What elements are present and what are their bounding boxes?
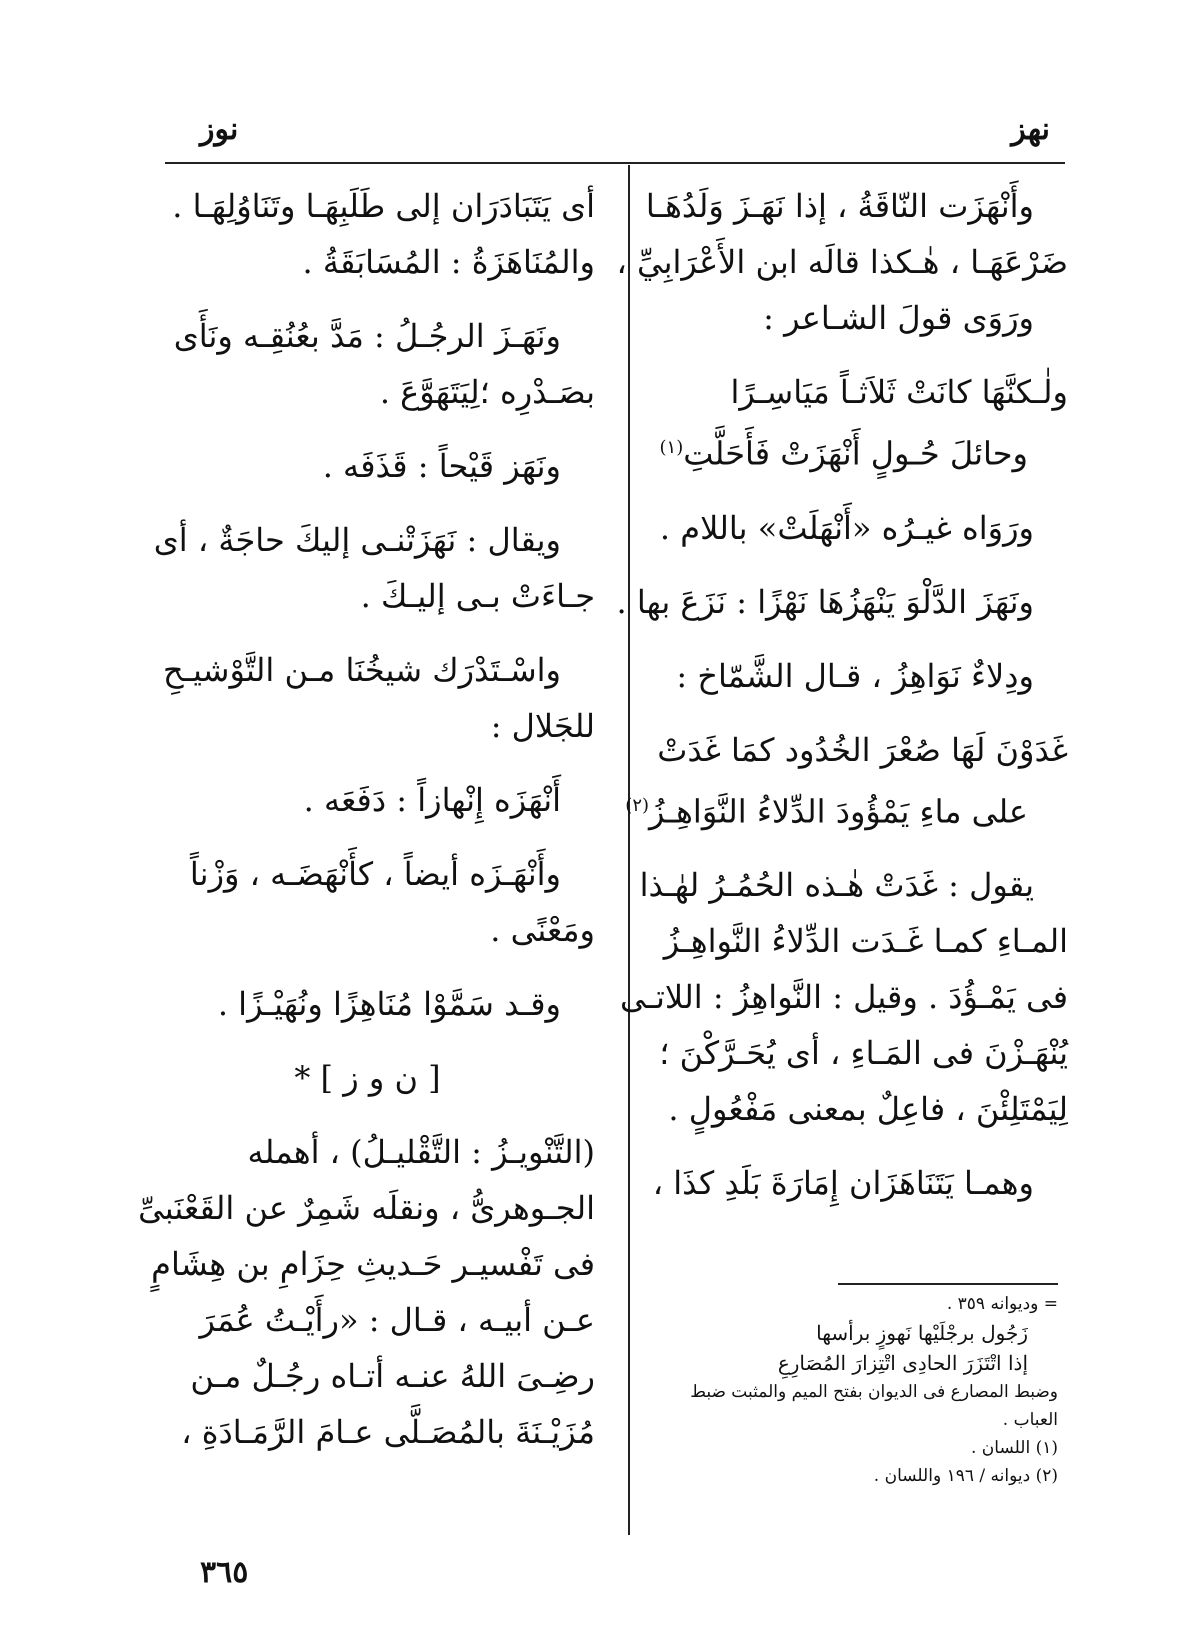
paragraph — [598, 648, 1068, 704]
footnotes — [588, 1290, 1058, 1490]
paragraph — [140, 642, 595, 754]
text-line: وقـد سَمَّوْا مُنَاهِزًا ونُهَيْـزًا . — [217, 985, 561, 1023]
paragraph — [598, 178, 1068, 346]
text-line: يُنْهَـزْنَ فى المَـاءِ ، أى يُحَـرَّكْنَ ؛ — [659, 1034, 1068, 1073]
text-line: ورَوَاه غيـرُه «أَنْهَلَتْ» باللام . — [659, 508, 1034, 547]
paragraph — [140, 308, 595, 420]
page-number: ٣٦٥ — [200, 1555, 249, 1590]
text-line: ودِلاءٌ نَوَاهِزُ ، قـال الشَّمّاخ : — [676, 656, 1034, 695]
text-line: ونَهَزَ الدَّلْوَ يَنْهَزُهَا نَهْزًا : نَزَعَ بها . — [616, 582, 1034, 621]
paragraph — [598, 1155, 1068, 1211]
paragraph — [140, 1124, 595, 1460]
paragraph — [140, 772, 595, 828]
footnote-continuation: = وديوانه ٣٥٩ . — [946, 1294, 1058, 1314]
footnote-1: (١) اللسان . — [971, 1438, 1058, 1458]
text-line: ورَوَى قولَ الشـاعر : — [763, 299, 1034, 337]
text-line: للجَلال : — [490, 707, 595, 745]
text-line: مُزَيْـنَةَ بالمُصَـلَّى عـامَ الرَّمَـادَةِ ، — [181, 1413, 595, 1451]
text-line: فى يَمْـؤُدَ . وقيل : النَّواهِزُ : اللاتـى — [619, 978, 1068, 1017]
text-line: فى تَفْسيـر حَـديثِ حِزَامِ بن هِشَامٍ — [151, 1245, 595, 1283]
footnote-verse-line: زَجُول برجْلَيْها نَهوزٍ برأسها — [816, 1321, 1028, 1345]
text-line: وهمـا يَتَنَاهَزَان إِمَارَةَ بَلَدِ كذَا ، — [652, 1164, 1034, 1203]
paragraph — [140, 846, 595, 958]
paragraph — [140, 438, 595, 494]
text-line: أَنْهَزَه إِنْهازاً : دَفَعَه . — [303, 781, 561, 819]
footnote-marker: (١) — [659, 437, 684, 458]
verse — [598, 364, 1068, 482]
text-line: والمُنَاهَزَةُ : المُسَابَقَةُ . — [302, 243, 595, 281]
verse-text: وحائلَ حُـولٍ أَنْهَزَتْ فَأَحَلَّتِ — [683, 434, 1028, 473]
paragraph — [598, 500, 1068, 556]
text-line: (التَّنْويـزُ : التَّقْليـلُ) ، أهمله — [247, 1133, 595, 1171]
text-line: ونَهَز قَيْحاً : قَذَفَه . — [322, 447, 561, 485]
footnote-rule — [838, 1283, 1058, 1285]
verse-line — [598, 778, 1068, 840]
text-line: يقول : غَدَتْ هٰـذه الحُمُـرُ لهٰـذا — [639, 866, 1034, 905]
section-heading: [ ن و ز ] * — [294, 1059, 441, 1097]
text-line: واسْـتَدْرَك شيخُنَا مـن التَّوْشيـحِ — [162, 651, 561, 689]
right-column — [598, 178, 1068, 1229]
header-word-right: نهز — [1011, 112, 1050, 147]
header-word-left: نوز — [200, 112, 239, 147]
text-line: ومَعْنًى . — [490, 911, 595, 949]
verse-text: على ماءِ يَمْؤُودَ الدِّلاءُ النَّوَاهِـزُ — [649, 792, 1028, 831]
footnote-note: وضبط المصارع فى الديوان بفتح الميم والمثبت ضبط — [690, 1382, 1058, 1402]
text-line: الجـوهرىُّ ، ونقلَه شَمِرٌ عن القَعْنَبىِّ — [138, 1189, 595, 1227]
text-line: رضِـىَ اللهُ عنـه أتـاه رجُـلٌ مـن — [190, 1357, 595, 1395]
footnote-marker: (٢) — [625, 794, 650, 816]
text-line: ونَهَـزَ الرجُـلُ : مَدَّ بعُنُقِـه ونَأَى — [173, 317, 561, 355]
footnote-note: العباب . — [1002, 1410, 1058, 1430]
left-column — [140, 178, 595, 1478]
text-line: ويقال : نَهَزَتْنـى إليكَ حاجَةٌ ، أى — [153, 521, 561, 559]
text-line: وأَنْهَـزَه أيضاً ، كأَنْهَضَـه ، وَزْناً — [189, 855, 561, 893]
paragraph — [598, 857, 1068, 1137]
paragraph — [140, 512, 595, 624]
footnote-verse-line: إذا اتْتَزَرَ الحادِى اتْتِزارَ المُصَارِعِ — [777, 1351, 1028, 1375]
paragraph — [140, 976, 595, 1032]
verse-line: ولٰـكنَّهَا كانَتْ ثَلاَثـاً مَيَاسِـرًا — [730, 373, 1068, 411]
text-line: ضَرْعَهَـا ، هٰـكذا قالَه ابن الأَعْرَابِيِّ ، — [616, 243, 1068, 281]
footnote-2: (٢) ديوانه / ١٩٦ واللسان . — [873, 1466, 1058, 1486]
text-line: أى يَتَبَادَرَان إلى طَلَبِهَـا وتَنَاوُلِهَـا . — [172, 187, 595, 225]
text-line: عـن أبيـه ، قـال : «رأَيْـتُ عُمَرَ — [199, 1301, 595, 1339]
header-rule — [165, 162, 1065, 164]
paragraph — [598, 574, 1068, 630]
text-line: وأَنْهَزَت النّاقَةُ ، إذا نَهَـزَ وَلَدُهَـا — [645, 187, 1034, 225]
verse — [598, 722, 1068, 840]
verse-line: غَدَوْنَ لَهَا صُعْرَ الخُدُود كمَا غَدَتْ — [657, 730, 1068, 769]
verse-line — [598, 420, 1068, 482]
text-line: المـاءِ كمـا غَـدَت الدِّلاءُ النَّواهِـزُ — [663, 922, 1068, 961]
text-line: بصَـدْرِه ؛لِيَتَهَوَّعَ . — [379, 373, 595, 411]
text-line: لِيَمْتَلِئْنَ ، فاعِلٌ بمعنى مَفْعُولٍ . — [668, 1090, 1068, 1129]
text-line: جـاءَتْ بـى إليـكَ . — [360, 577, 595, 615]
paragraph — [140, 178, 595, 290]
